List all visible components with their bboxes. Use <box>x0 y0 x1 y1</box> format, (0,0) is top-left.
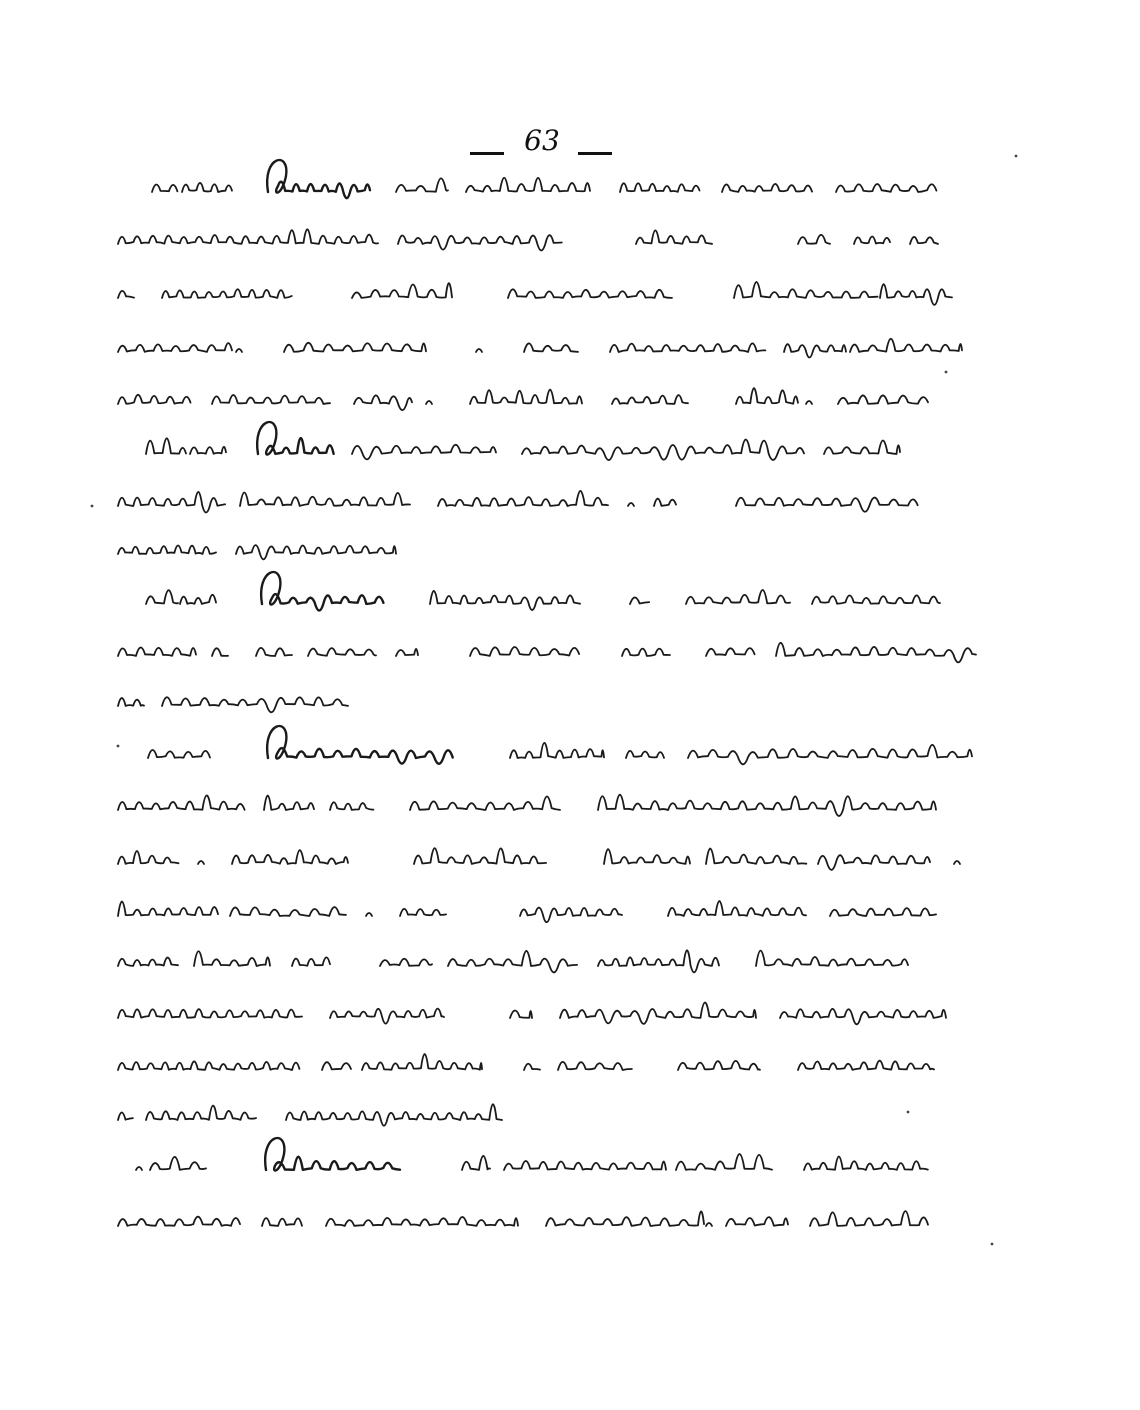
handwritten-word <box>118 1217 240 1226</box>
handwritten-word <box>212 395 330 404</box>
handwritten-word <box>798 1061 934 1070</box>
handwritten-word <box>678 1061 760 1070</box>
handwritten-word <box>118 647 196 656</box>
handwritten-word <box>780 1009 946 1024</box>
handwritten-line <box>118 1104 502 1125</box>
handwritten-word <box>286 1104 502 1125</box>
handwritten-word <box>524 343 578 352</box>
handwritten-word <box>257 422 333 455</box>
handwritten-word <box>265 1138 400 1171</box>
handwritten-word <box>118 851 179 864</box>
handwritten-word <box>438 491 608 506</box>
handwritten-line <box>118 491 918 513</box>
page-number: 63 <box>524 124 560 157</box>
handwritten-word <box>462 1156 490 1170</box>
handwritten-word <box>118 291 134 298</box>
handwritten-word <box>706 1223 712 1226</box>
handwritten-line <box>118 545 396 559</box>
handwritten-word <box>636 230 712 244</box>
handwritten-line <box>118 795 936 816</box>
handwritten-word <box>146 590 178 604</box>
handwritten-line <box>146 572 940 610</box>
handwritten-word <box>240 493 410 506</box>
handwritten-word <box>262 1218 302 1226</box>
handwritten-word <box>308 648 376 656</box>
handwritten-word <box>598 950 719 972</box>
handwritten-word <box>230 907 346 916</box>
handwritten-word <box>330 1009 444 1024</box>
handwritten-word <box>330 802 373 810</box>
handwritten-word <box>118 343 232 352</box>
handwritten-word <box>162 697 348 712</box>
handwritten-word <box>560 1003 756 1024</box>
handwritten-word <box>190 447 226 454</box>
handwritten-word <box>198 861 204 864</box>
handwritten-word <box>466 178 590 192</box>
handwritten-word <box>267 160 370 198</box>
handwritten-word <box>668 901 806 916</box>
handwritten-word <box>448 951 577 972</box>
handwritten-word <box>118 395 191 404</box>
handwritten-word <box>836 184 936 192</box>
handwritten-word <box>798 235 830 244</box>
handwritten-line <box>118 643 976 663</box>
handwritten-word <box>838 395 928 404</box>
handwritten-word <box>818 855 930 870</box>
handwritten-word <box>264 796 314 810</box>
scan-speck <box>945 371 948 374</box>
handwritten-word <box>362 1054 482 1070</box>
handwritten-word <box>352 283 452 298</box>
handwritten-word <box>322 1062 351 1070</box>
handwritten-word <box>830 908 936 916</box>
scan-speck <box>91 505 94 508</box>
handwritten-word <box>604 849 690 864</box>
handwritten-word <box>326 1217 518 1226</box>
handwritten-word <box>776 643 976 663</box>
handwritten-word <box>706 648 755 656</box>
handwritten-word <box>706 849 806 864</box>
handwritten-line <box>118 282 952 305</box>
handwritten-word <box>612 395 688 404</box>
handwritten-word <box>256 648 292 656</box>
handwritten-word <box>396 649 418 656</box>
handwritten-line <box>146 422 900 460</box>
handwritten-word <box>630 597 649 604</box>
handwritten-word <box>118 492 225 513</box>
handwritten-line <box>136 1138 928 1171</box>
handwritten-word <box>232 850 348 864</box>
handwritten-word <box>261 572 383 610</box>
handwritten-word <box>628 503 634 506</box>
handwritten-word <box>756 951 908 966</box>
handwritten-word <box>146 438 186 454</box>
handwritten-word <box>136 1167 142 1170</box>
handwritten-word <box>292 957 330 966</box>
handwritten-word <box>620 183 700 192</box>
handwritten-word <box>598 795 936 816</box>
handwritten-word <box>118 1009 302 1018</box>
handwritten-word <box>558 1062 632 1070</box>
handwritten-word <box>954 861 960 864</box>
handwritten-word <box>398 235 562 250</box>
handwritten-word <box>810 1211 928 1226</box>
handwritten-word <box>688 745 972 764</box>
handwritten-word <box>284 343 426 352</box>
handwritten-line <box>118 1211 928 1226</box>
handwritten-word <box>546 1211 704 1226</box>
handwritten-word <box>414 848 546 864</box>
handwritten-line <box>118 388 928 410</box>
handwritten-word <box>508 289 672 298</box>
handwritten-line <box>118 339 962 358</box>
handwritten-word <box>734 282 878 298</box>
handwritten-word <box>150 1157 206 1170</box>
handwritten-word <box>400 909 446 916</box>
handwritten-word <box>194 951 270 966</box>
handwritten-word <box>182 183 232 192</box>
handwritten-word <box>686 590 790 604</box>
handwritten-word <box>880 284 952 305</box>
handwritten-word <box>118 545 216 554</box>
handwritten-word <box>736 388 798 404</box>
handwritten-word <box>430 591 580 610</box>
handwritten-word <box>850 339 962 352</box>
handwritten-word <box>236 349 242 352</box>
handwritten-word <box>396 178 448 192</box>
handwritten-word <box>380 959 432 966</box>
handwritten-word <box>118 958 178 966</box>
handwritten-word <box>676 1154 772 1170</box>
handwritten-line <box>118 229 938 250</box>
handwritten-word <box>118 229 378 244</box>
handwritten-word <box>162 289 292 298</box>
handwritten-word <box>118 902 218 916</box>
handwritten-word <box>622 649 670 656</box>
handwritten-word <box>610 343 765 352</box>
handwritten-word <box>784 344 846 357</box>
handwritten-word <box>470 647 579 656</box>
handwritten-word <box>152 185 177 192</box>
handwritten-word <box>854 236 890 244</box>
handwritten-word <box>910 237 938 244</box>
handwritten-line <box>118 1003 946 1025</box>
handwritten-line <box>118 1054 934 1070</box>
handwritten-word <box>736 498 918 512</box>
handwritten-word <box>476 349 482 352</box>
handwritten-word <box>806 401 812 404</box>
handwritten-word <box>352 445 496 460</box>
handwritten-word <box>626 751 664 758</box>
handwritten-word <box>118 698 144 706</box>
handwritten-word <box>212 648 228 656</box>
handwritten-line <box>118 848 960 870</box>
handwritten-word <box>524 1064 540 1070</box>
handwritten-word <box>812 595 940 604</box>
handwritten-word <box>118 1061 299 1070</box>
handwritten-word <box>522 440 804 461</box>
handwritten-word <box>470 390 582 404</box>
handwritten-word <box>510 743 604 758</box>
handwritten-line <box>118 950 908 972</box>
handwritten-line <box>118 697 348 712</box>
scan-speck <box>991 1243 994 1246</box>
handwritten-word <box>654 499 676 506</box>
handwritten-word <box>824 440 900 454</box>
handwritten-word <box>520 908 622 923</box>
handwritten-line <box>148 726 972 764</box>
handwritten-line <box>118 901 936 922</box>
handwritten-word <box>426 401 432 404</box>
handwritten-word <box>410 796 560 810</box>
handwritten-word <box>118 795 245 810</box>
scan-speck <box>117 745 120 748</box>
handwritten-line <box>152 160 936 198</box>
handwritten-word <box>148 750 210 758</box>
handwritten-word <box>267 726 453 764</box>
handwritten-word <box>726 1217 788 1226</box>
handwritten-word <box>236 545 396 559</box>
handwritten-word <box>510 1011 532 1018</box>
scan-speck <box>907 1111 910 1114</box>
scan-speck <box>1015 155 1018 158</box>
handwritten-word <box>366 913 372 916</box>
handwritten-word <box>180 595 216 604</box>
handwritten-word <box>804 1156 928 1170</box>
handwritten-word <box>722 184 812 192</box>
handwritten-word <box>354 395 412 410</box>
handwritten-word <box>146 1106 256 1120</box>
handwritten-word <box>504 1161 666 1170</box>
handwritten-word <box>118 1112 133 1120</box>
